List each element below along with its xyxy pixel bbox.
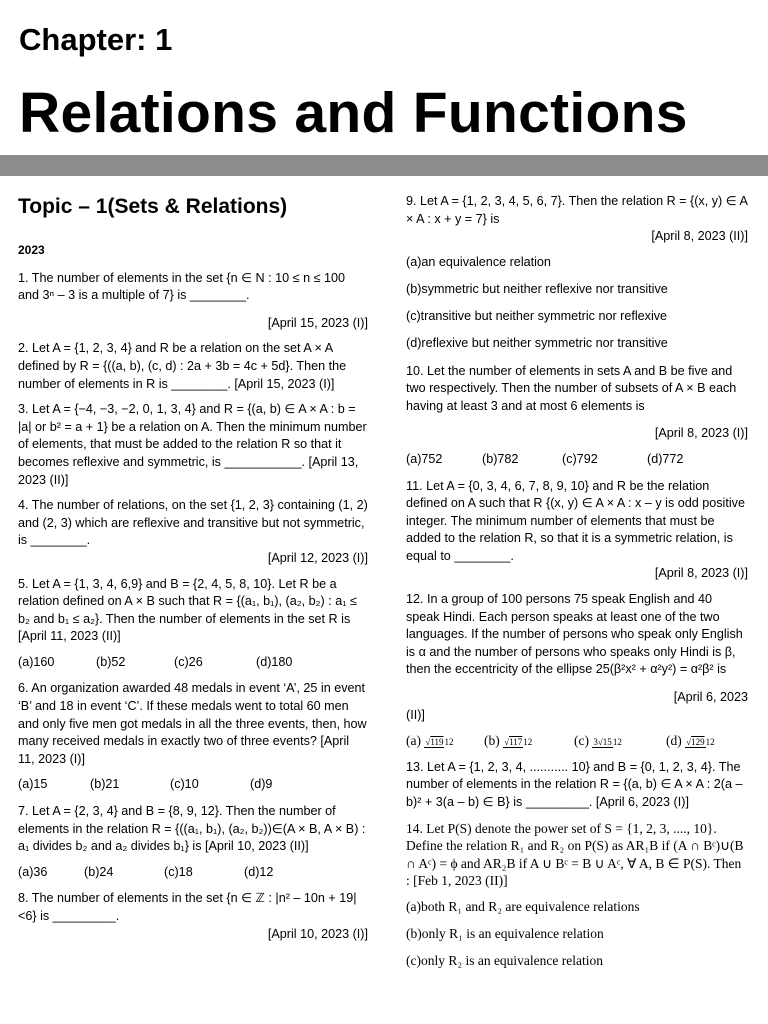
option-d: (d)9: [250, 777, 273, 792]
question-9: [406, 193, 748, 246]
option-b: (b)52: [96, 654, 126, 669]
option-d: [666, 732, 715, 750]
option-b: (b)782: [482, 451, 519, 466]
question-text: 11. Let A = {0, 3, 4, 6, 7, 8, 9, 10} and R be the relation defined on A such that R {(x, y) ∈ A × A : x – y is odd positive integer. The minimum number of elements that must be added to the relation R, so that it is a symmetric relation, is equal to ________.: [406, 478, 745, 563]
option-a: (a)an equivalence relation: [406, 254, 551, 269]
right-column: [406, 193, 748, 980]
question-source: [April 8, 2023 (II)]: [651, 229, 748, 244]
question-source: [April 6, 2023: [673, 690, 748, 705]
question-text: 4. The number of relations, on the set {1, 2, 3} containing (1, 2) and (2, 3) which are reflexive and transitive but not symmetric, is ________.: [18, 498, 368, 548]
question-text: 3. Let A = {−4, −3, −2, 0, 1, 3, 4} and R = {(a, b) ∈ A × A : b = |a| or b² = a + 1} be a relation on A. Then the minimum number of elements, that must be added to the relation R so that it becomes reflexive and symmetric, is ___________. [April 13, 2023 (II)]: [18, 402, 367, 487]
question-text: 6. An organization awarded 48 medals in event ‘A’, 25 in event ‘B’ and 18 in event ‘C’. If these medals went to total 60 men and only five men got medals in all the three events, then, how many received medals in exactly two of three events? [April 11, 2023 (I)]: [18, 681, 367, 766]
question-source-cont: (II)]: [406, 707, 425, 722]
question-1: [18, 270, 368, 333]
question-source: [April 8, 2023 (I)]: [654, 426, 748, 441]
option-b: (b)21: [90, 777, 120, 792]
question-text: 1. The number of elements in the set {n ∈ N : 10 ≤ n ≤ 100 and 3ⁿ – 3 is a multiple of 7} is ________.: [18, 270, 345, 303]
option-d: (d)reflexive but neither symmetric nor transitive: [406, 336, 668, 351]
option-label: (a): [406, 733, 421, 749]
chapter-heading: Chapter: 1: [19, 22, 173, 57]
question-12: [406, 591, 748, 724]
option-b: (b)24: [84, 864, 114, 879]
question-10: [406, 363, 748, 443]
question-14: [406, 820, 748, 890]
option-a: [406, 732, 484, 750]
option-c: (c)26: [174, 654, 203, 669]
question-2: [18, 340, 368, 393]
left-column: [18, 190, 368, 951]
question-3: [18, 401, 368, 489]
question-8: [18, 890, 368, 943]
option-a: (a)36: [18, 864, 48, 879]
page-title: Relations and Functions: [19, 81, 688, 145]
option-c: (c)10: [170, 777, 199, 792]
question-text: 14. Let P(S) denote the power set of S = {1, 2, 3, ...., 10}. Define the relation R₁ and R₂ on P(S) as AR₁B if (A ∩ Bᶜ)∪(B ∩ Aᶜ) = ϕ and AR₂B if A ∪ Bᶜ = B ∪ Aᶜ, ∀ A, B ∈ P(S). Then : [Feb 1, 2023 (II)]: [406, 820, 744, 889]
fraction: 3√1512: [593, 736, 622, 747]
option-c: (c)792: [562, 451, 598, 466]
question-text: 7. Let A = {2, 3, 4} and B = {8, 9, 12}. Then the number of elements in the relation R = {((a₁, b₁), (a₂, b₂))∈(A × B, A × B) : a₁ divides b₂ and a₂ divides b₁} is [April 10, 2023 (II)]: [18, 804, 366, 854]
option-b: [484, 732, 574, 750]
question-4: [18, 497, 368, 567]
option-label: (c): [574, 733, 589, 749]
option-b: (b)only R₁ is an equivalence relation: [406, 926, 604, 942]
fraction: √11912: [425, 736, 454, 747]
option-c: (c)only R₂ is an equivalence relation: [406, 953, 604, 969]
question-source: [April 15, 2023 (I)]: [267, 315, 368, 330]
option-a: (a)15: [18, 777, 48, 792]
question-11: [406, 478, 748, 584]
question-6-options: [18, 776, 368, 794]
question-10-options: [406, 451, 748, 469]
option-d: (d)772: [647, 451, 684, 466]
option-d: (d)180: [256, 654, 293, 669]
question-text: 8. The number of elements in the set {n ∈ ℤ : |n² – 10n + 19|<6} is _________.: [18, 891, 357, 923]
question-5: [18, 576, 368, 646]
question-source: [April 8, 2023 (I)]: [654, 566, 748, 581]
divider-bar: [0, 155, 768, 176]
topic-heading: Topic – 1(Sets & Relations): [18, 195, 288, 218]
option-a: (a)160: [18, 654, 55, 669]
option-a: (a)both R₁ and R₂ are equivalence relations: [406, 898, 640, 914]
option-d: (d)12: [244, 864, 274, 879]
option-c: [574, 732, 666, 750]
question-12-options: [406, 732, 748, 750]
option-a: (a)752: [406, 451, 443, 466]
question-text: 9. Let A = {1, 2, 3, 4, 5, 6, 7}. Then the relation R = {(x, y) ∈ A × A : x + y = 7} is: [406, 194, 748, 226]
question-text: 5. Let A = {1, 3, 4, 6,9} and B = {2, 4, 5, 8, 10}. Let R be a relation defined on A × B such that R = {(a₁, b₁), (a₂, b₂) : a₁ ≤ b₂ and b₁ ≤ a₂}. Then the number of elements in the set R is [April 11, 2023 (II)]: [18, 576, 357, 644]
question-13: [406, 759, 748, 812]
fraction: √12912: [686, 736, 715, 747]
question-source: [April 12, 2023 (I)]: [267, 550, 368, 565]
option-c: (c)transitive but neither symmetric nor reflexive: [406, 309, 668, 324]
question-text: 2. Let A = {1, 2, 3, 4} and R be a relation on the set A × A defined by R = {((a, b), (c, d) : 2a + 3b = 4c + 5d}. Then the number of elements in R is ________. [April 15, 2023 (I)]: [18, 341, 347, 391]
question-7: [18, 803, 368, 856]
question-source: [April 10, 2023 (I)]: [267, 926, 368, 941]
option-label: (b): [484, 733, 500, 749]
fraction: √11712: [504, 736, 533, 747]
option-c: (c)18: [164, 864, 193, 879]
question-text: 10. Let the number of elements in sets A and B be five and two respectively. Then the number of subsets of A × B each having at least 3 and at most 6 elements is: [406, 363, 737, 413]
option-b: (b)symmetric but neither reflexive nor transitive: [406, 281, 668, 296]
option-label: (d): [666, 733, 682, 749]
question-text: 13. Let A = {1, 2, 3, 4, ........... 10} and B = {0, 1, 2, 3, 4}. The number of elements in the relation R = {(a, b) ∈ A × A : 2(a – b)² + 3(a – b) ∈ B} is _________. [April 6, 2023 (I)]: [406, 759, 743, 809]
question-5-options: [18, 654, 368, 672]
question-7-options: [18, 864, 368, 882]
question-text: 12. In a group of 100 persons 75 speak English and 40 speak Hindi. Each person speaks at least one of the two languages. If the number of persons who speak only English is α and the number of persons who speaks only Hindi is β, then the eccentricity of the ellipse 25(β²x² + α²y²) = α²β² is: [406, 592, 743, 677]
question-6: [18, 680, 368, 768]
year-label: 2023: [18, 243, 45, 257]
